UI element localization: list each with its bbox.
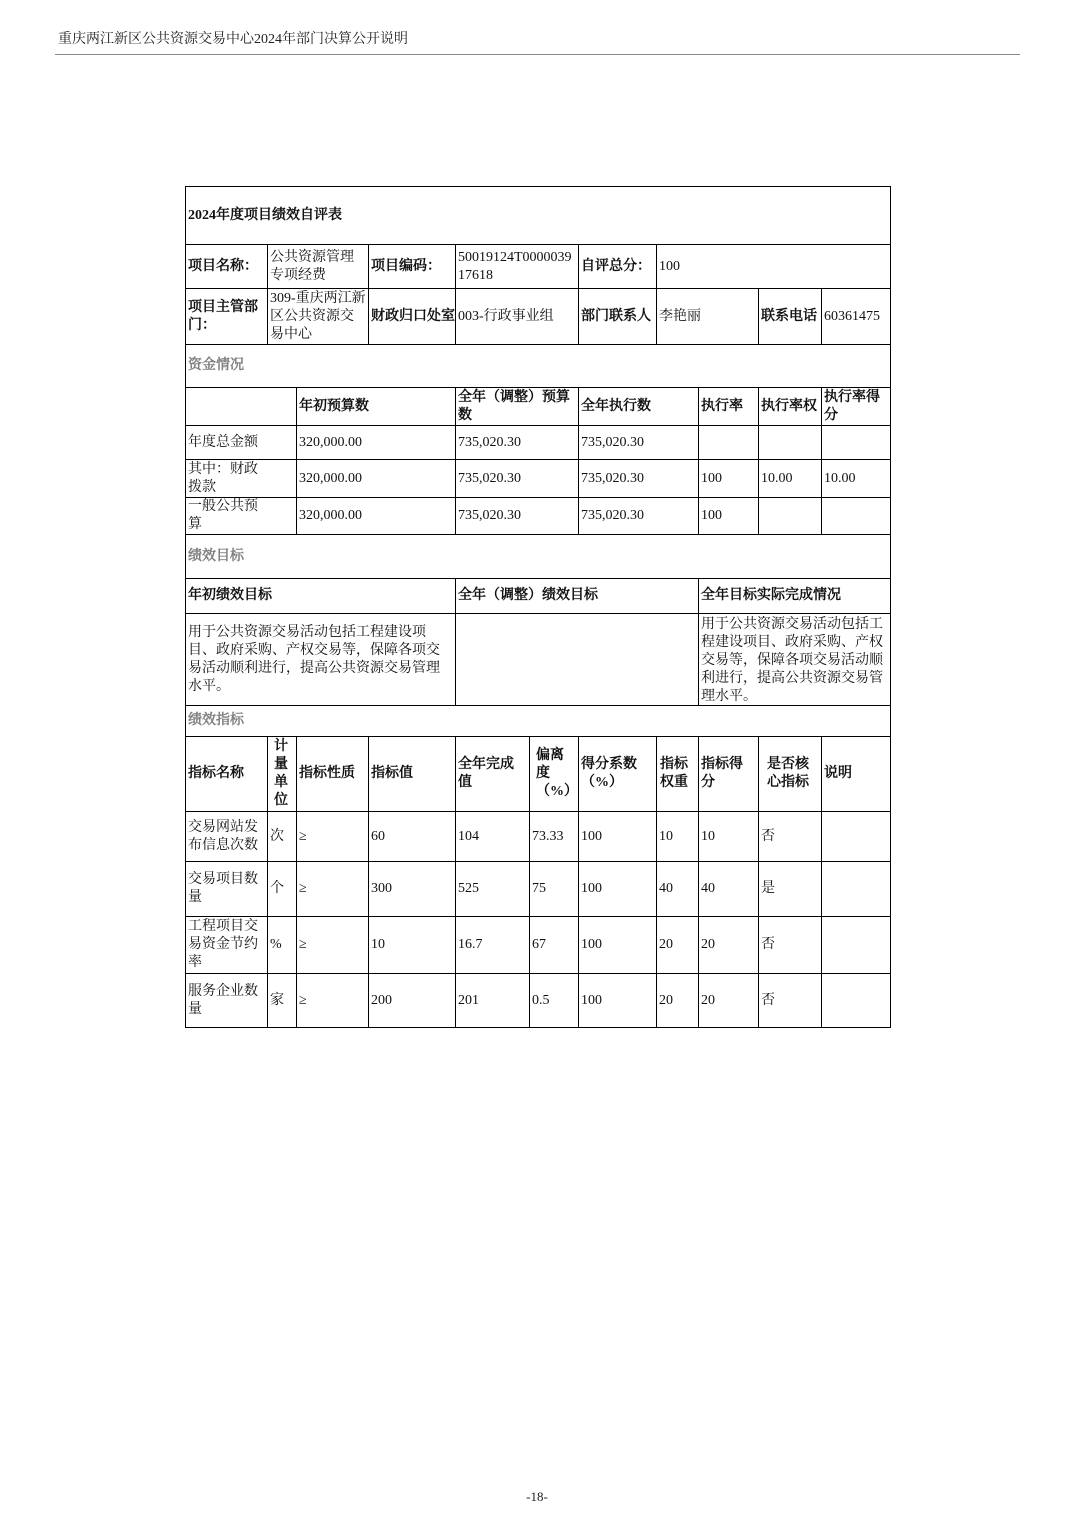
funds-header-executed: 全年执行数 xyxy=(579,388,699,426)
ind-weight: 10 xyxy=(657,812,699,862)
goals-initial-label: 年初绩效目标 xyxy=(186,579,456,614)
ind-note xyxy=(822,917,891,974)
ind-nature: ≥ xyxy=(297,812,369,862)
form-title: 2024年度项目绩效自评表 xyxy=(186,187,891,245)
goals-section-title: 绩效目标 xyxy=(186,535,891,579)
ind-unit: 个 xyxy=(268,862,297,917)
phone-number: 60361475 xyxy=(822,289,891,345)
contact-name: 李艳丽 xyxy=(657,289,759,345)
ind-name: 交易项目数量 xyxy=(186,862,268,917)
ind-weight: 20 xyxy=(657,974,699,1028)
ind-nature: ≥ xyxy=(297,974,369,1028)
ind-header-actual: 全年完成值 xyxy=(456,737,530,812)
ind-deviation: 67 xyxy=(530,917,579,974)
indicator-row xyxy=(186,862,891,917)
ind-score: 40 xyxy=(699,862,759,917)
ind-coefficient: 100 xyxy=(579,974,657,1028)
funds-row xyxy=(186,426,891,460)
ind-header-core: 是否核心指标 xyxy=(759,737,822,812)
ind-actual: 16.7 xyxy=(456,917,530,974)
ind-coefficient: 100 xyxy=(579,917,657,974)
ind-coefficient: 100 xyxy=(579,812,657,862)
funds-row-adjusted-budget: 735,020.30 xyxy=(456,426,579,460)
funds-row-adjusted-budget: 735,020.30 xyxy=(456,460,579,498)
header-divider xyxy=(55,54,1020,55)
funds-row-exec-score: 10.00 xyxy=(822,460,891,498)
funds-row-initial-budget: 320,000.00 xyxy=(297,460,456,498)
ind-target: 10 xyxy=(369,917,456,974)
ind-score: 20 xyxy=(699,917,759,974)
ind-header-unit: 计量单位 xyxy=(268,737,297,812)
ind-note xyxy=(822,862,891,917)
indicator-row xyxy=(186,917,891,974)
ind-deviation: 0.5 xyxy=(530,974,579,1028)
funds-row-initial-budget: 320,000.00 xyxy=(297,426,456,460)
ind-header-score: 指标得分 xyxy=(699,737,759,812)
goals-actual-label: 全年目标实际完成情况 xyxy=(699,579,891,614)
finance-office: 003-行政事业组 xyxy=(456,289,579,345)
dept-label: 项目主管部门： xyxy=(186,289,268,345)
page-header-title: 重庆两江新区公共资源交易中心2024年部门决算公开说明 xyxy=(58,32,408,47)
funds-header-exec-rate: 执行率 xyxy=(699,388,759,426)
ind-header-weight: 指标权重 xyxy=(657,737,699,812)
funds-section-title: 资金情况 xyxy=(186,345,891,388)
ind-actual: 201 xyxy=(456,974,530,1028)
funds-header-exec-score: 执行率得分 xyxy=(822,388,891,426)
ind-header-coefficient: 得分系数（%） xyxy=(579,737,657,812)
ind-name: 服务企业数量 xyxy=(186,974,268,1028)
ind-unit: 家 xyxy=(268,974,297,1028)
ind-weight: 20 xyxy=(657,917,699,974)
indicators-section-title: 绩效指标 xyxy=(186,706,891,737)
goals-adjusted-text xyxy=(456,614,699,706)
goals-initial-text: 用于公共资源交易活动包括工程建设项目、政府采购、产权交易等，保障各项交易活动顺利进行，提高公共资源交易管理水平。 xyxy=(186,614,456,706)
funds-row-initial-budget: 320,000.00 xyxy=(297,498,456,535)
funds-row-exec-rate: 100 xyxy=(699,498,759,535)
funds-header-blank xyxy=(186,388,297,426)
ind-unit: % xyxy=(268,917,297,974)
ind-target: 60 xyxy=(369,812,456,862)
funds-row-exec-weight xyxy=(759,498,822,535)
funds-row-exec-rate: 100 xyxy=(699,460,759,498)
ind-core: 否 xyxy=(759,812,822,862)
funds-row-label: 年度总金额 xyxy=(186,426,297,460)
project-name-label: 项目名称： xyxy=(186,245,268,289)
ind-header-target: 指标值 xyxy=(369,737,456,812)
project-code-label: 项目编码： xyxy=(369,245,456,289)
ind-note xyxy=(822,812,891,862)
ind-unit: 次 xyxy=(268,812,297,862)
funds-row-exec-weight: 10.00 xyxy=(759,460,822,498)
phone-label: 联系电话 xyxy=(759,289,822,345)
funds-row-label: 一般公共预算 xyxy=(186,498,297,535)
ind-nature: ≥ xyxy=(297,862,369,917)
ind-note xyxy=(822,974,891,1028)
ind-weight: 40 xyxy=(657,862,699,917)
project-code: 50019124T000003917618 xyxy=(456,245,579,289)
goals-adjusted-label: 全年（调整）绩效目标 xyxy=(456,579,699,614)
ind-target: 300 xyxy=(369,862,456,917)
ind-score: 20 xyxy=(699,974,759,1028)
indicator-row xyxy=(186,974,891,1028)
funds-header-initial-budget: 年初预算数 xyxy=(297,388,456,426)
funds-row xyxy=(186,498,891,535)
ind-header-deviation: 偏离度（%） xyxy=(530,737,579,812)
funds-row xyxy=(186,460,891,498)
funds-row-adjusted-budget: 735,020.30 xyxy=(456,498,579,535)
page-number: -18- xyxy=(526,1489,548,1504)
ind-header-nature: 指标性质 xyxy=(297,737,369,812)
self-score: 100 xyxy=(657,245,891,289)
ind-core: 否 xyxy=(759,917,822,974)
goals-actual-text: 用于公共资源交易活动包括工程建设项目、政府采购、产权交易等，保障各项交易活动顺利进行，提高公共资源交易管理水平。 xyxy=(699,614,891,706)
ind-score: 10 xyxy=(699,812,759,862)
contact-label: 部门联系人 xyxy=(579,289,657,345)
ind-name: 工程项目交易资金节约率 xyxy=(186,917,268,974)
funds-header-exec-weight: 执行率权 xyxy=(759,388,822,426)
funds-row-exec-score xyxy=(822,498,891,535)
funds-row-label: 其中：财政拨款 xyxy=(186,460,297,498)
ind-actual: 525 xyxy=(456,862,530,917)
ind-coefficient: 100 xyxy=(579,862,657,917)
ind-nature: ≥ xyxy=(297,917,369,974)
funds-row-exec-score xyxy=(822,426,891,460)
ind-actual: 104 xyxy=(456,812,530,862)
funds-row-executed: 735,020.30 xyxy=(579,460,699,498)
funds-row-exec-weight xyxy=(759,426,822,460)
self-score-label: 自评总分： xyxy=(579,245,657,289)
ind-core: 否 xyxy=(759,974,822,1028)
ind-target: 200 xyxy=(369,974,456,1028)
funds-row-executed: 735,020.30 xyxy=(579,426,699,460)
funds-row-exec-rate xyxy=(699,426,759,460)
finance-office-label: 财政归口处室 xyxy=(369,289,456,345)
indicator-row xyxy=(186,812,891,862)
ind-deviation: 75 xyxy=(530,862,579,917)
ind-header-note: 说明 xyxy=(822,737,891,812)
dept-name: 309-重庆两江新区公共资源交易中心 xyxy=(268,289,369,345)
ind-header-name: 指标名称 xyxy=(186,737,268,812)
funds-row-executed: 735,020.30 xyxy=(579,498,699,535)
ind-deviation: 73.33 xyxy=(530,812,579,862)
ind-name: 交易网站发布信息次数 xyxy=(186,812,268,862)
ind-core: 是 xyxy=(759,862,822,917)
project-name: 公共资源管理专项经费 xyxy=(268,245,369,289)
funds-header-adjusted-budget: 全年（调整）预算数 xyxy=(456,388,579,426)
performance-self-evaluation-table xyxy=(185,186,891,1028)
